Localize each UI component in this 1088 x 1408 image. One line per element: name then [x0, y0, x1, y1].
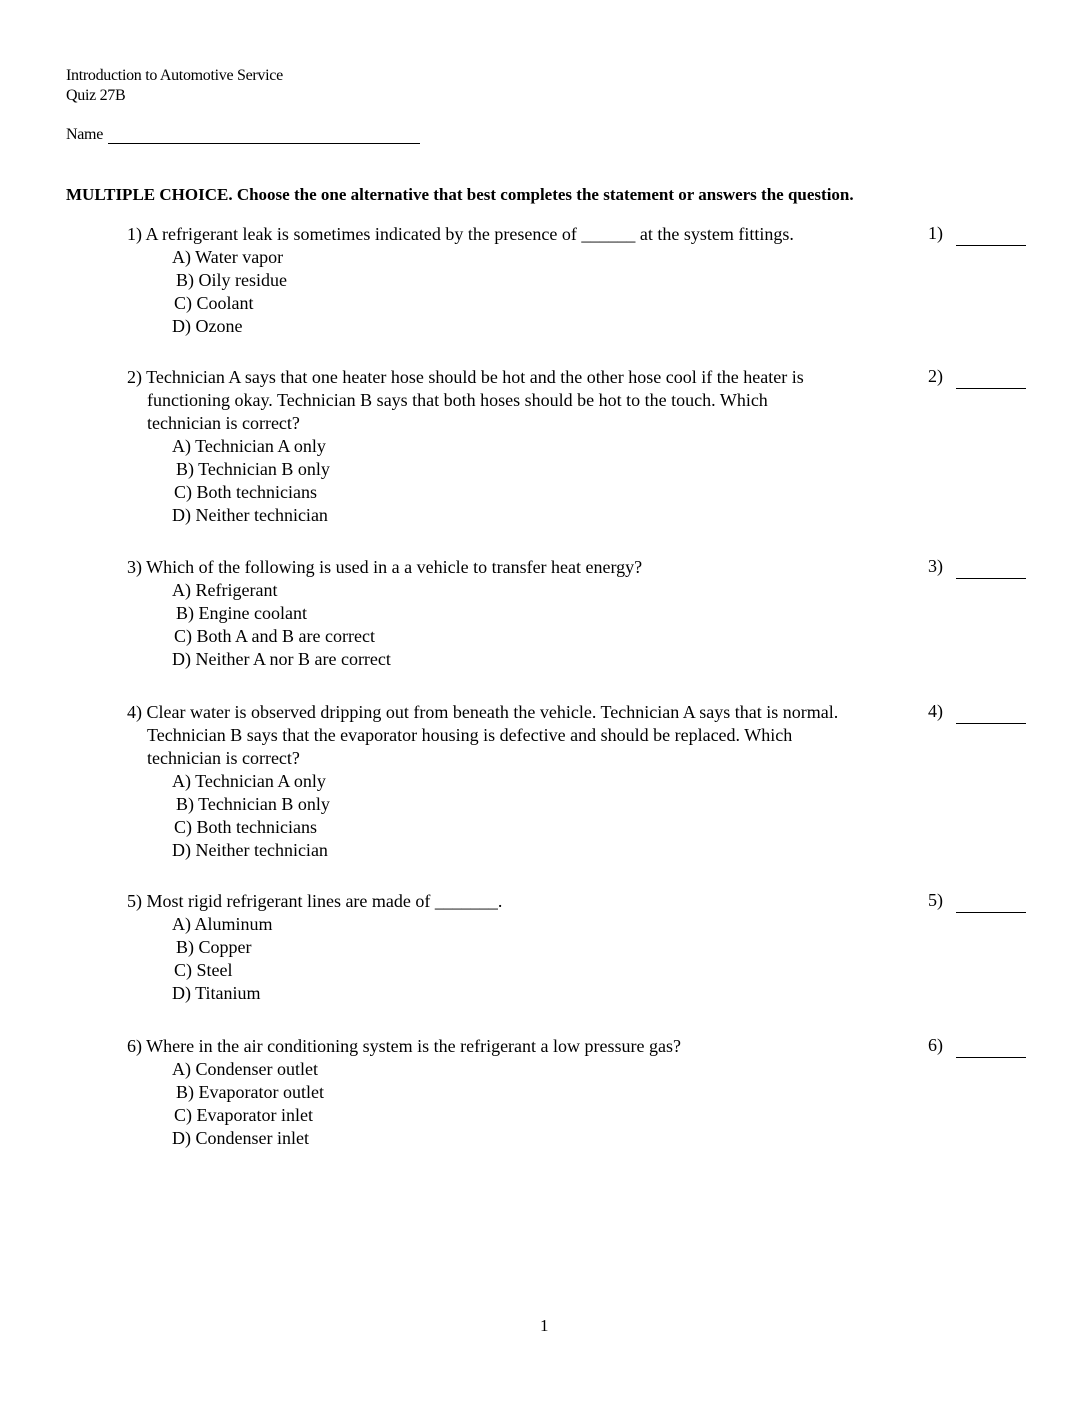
answer-option-b: B) Oily residue	[176, 270, 287, 290]
answer-option-d: D) Condenser inlet	[172, 1128, 309, 1148]
answer-blank[interactable]	[956, 368, 1026, 389]
answer-blank[interactable]	[956, 892, 1026, 913]
answer-number: 3)	[928, 556, 943, 576]
question-stem-line: 5) Most rigid refrigerant lines are made of _______.	[127, 891, 503, 911]
question-4	[127, 701, 838, 862]
answer-blank[interactable]	[956, 703, 1026, 724]
answer-option-b: B) Copper	[176, 937, 252, 957]
answer-number: 1)	[928, 223, 943, 243]
answer-blank[interactable]	[956, 558, 1026, 579]
answer-option-d: D) Neither technician	[172, 840, 328, 860]
answer-number: 6)	[928, 1035, 943, 1055]
answer-option-a: A) Water vapor	[172, 247, 284, 267]
answer-option-d: D) Titanium	[172, 983, 261, 1003]
question-stem-line: 1) A refrigerant leak is sometimes indicated by the presence of ______ at the system fittings.	[127, 224, 794, 244]
name-field[interactable]	[108, 143, 420, 144]
question-stem-line: 4) Clear water is observed dripping out from beneath the vehicle. Technician A says that is normal.	[127, 702, 839, 722]
answer-blank[interactable]	[956, 1037, 1026, 1058]
answer-option-a: A) Refrigerant	[172, 580, 278, 600]
question-6	[127, 1035, 681, 1150]
name-label: Name	[66, 126, 104, 143]
answer-option-c: C) Both technicians	[174, 817, 317, 837]
question-stem-line: technician is correct?	[147, 413, 300, 433]
question-3	[127, 556, 642, 671]
answer-option-c: C) Steel	[174, 960, 233, 980]
answer-option-b: B) Technician B only	[176, 459, 330, 479]
answer-option-d: D) Neither A nor B are correct	[172, 649, 391, 669]
answer-option-b: B) Evaporator outlet	[176, 1082, 324, 1102]
question-1	[127, 223, 794, 338]
course-title: Introduction to Automotive Service	[66, 67, 283, 84]
question-stem-line: Technician B says that the evaporator housing is defective and should be replaced. Which	[147, 725, 793, 745]
answer-option-b: B) Technician B only	[176, 794, 330, 814]
answer-option-c: C) Evaporator inlet	[174, 1105, 313, 1125]
quiz-title: Quiz 27B	[66, 87, 126, 104]
question-stem-line: 6) Where in the air conditioning system is the refrigerant a low pressure gas?	[127, 1036, 681, 1056]
answer-option-c: C) Coolant	[174, 293, 254, 313]
answer-number: 4)	[928, 701, 943, 721]
question-stem-line: 2) Technician A says that one heater hose should be hot and the other hose cool if the heater is	[127, 367, 804, 387]
answer-option-c: C) Both technicians	[174, 482, 317, 502]
answer-option-d: D) Ozone	[172, 316, 243, 336]
answer-number: 5)	[928, 890, 943, 910]
answer-option-a: A) Technician A only	[172, 771, 326, 791]
question-stem-line: technician is correct?	[147, 748, 300, 768]
question-2	[127, 366, 804, 527]
answer-number: 2)	[928, 366, 943, 386]
answer-blank[interactable]	[956, 225, 1026, 246]
answer-option-d: D) Neither technician	[172, 505, 328, 525]
question-5	[127, 890, 502, 1005]
question-stem-line: functioning okay. Technician B says that both hoses should be hot to the touch. Which	[147, 390, 768, 410]
page-number: 1	[540, 1316, 549, 1335]
answer-option-b: B) Engine coolant	[176, 603, 307, 623]
answer-option-a: A) Technician A only	[172, 436, 326, 456]
answer-option-c: C) Both A and B are correct	[174, 626, 375, 646]
instructions: MULTIPLE CHOICE. Choose the one alternative that best completes the statement or answers the question.	[66, 185, 854, 204]
answer-option-a: A) Condenser outlet	[172, 1059, 318, 1079]
question-stem-line: 3) Which of the following is used in a a vehicle to transfer heat energy?	[127, 557, 643, 577]
answer-option-a: A) Aluminum	[172, 914, 273, 934]
